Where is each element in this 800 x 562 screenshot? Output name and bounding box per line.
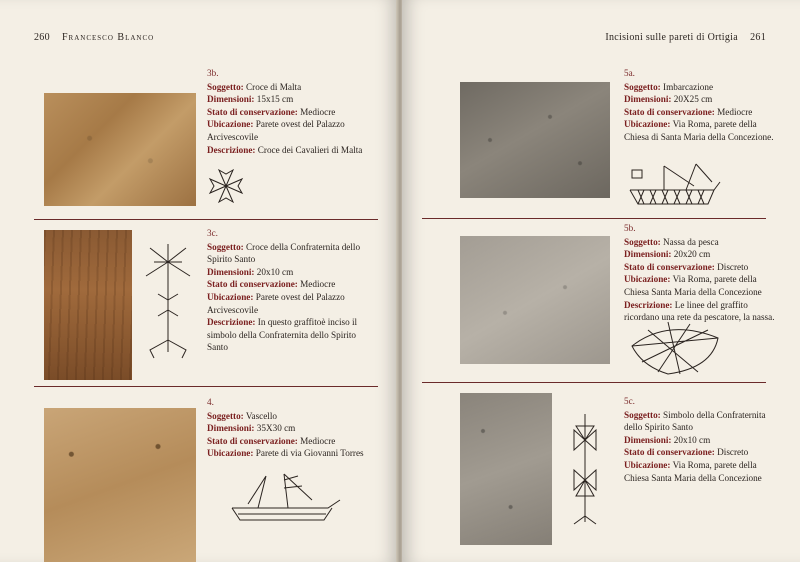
field-soggetto: Soggetto: Simbolo della Confraternita dello Spirito Santo [624,409,766,433]
maltese-cross-icon [208,166,244,206]
field-stato: Stato di conservazione: Discreto [624,261,749,272]
left-page [0,0,398,562]
field-stato: Stato di conservazione: Mediocre [624,106,753,117]
field-dimensioni: Dimensioni: 15x15 cm [207,94,294,105]
entry-number: 3c. [207,228,218,238]
photo-3c [44,230,132,380]
divider [422,218,766,219]
field-ubicazione: Ubicazione: Via Roma, parete della Chiesa Santa Maria della Concezione [624,459,762,483]
field-soggetto: Soggetto: Vascello [207,410,278,421]
photo-5b [460,236,610,364]
field-dimensioni: Dimensioni: 20x10 cm [624,434,711,445]
field-dimensioni: Dimensioni: 20x10 cm [207,266,294,277]
entry-5a [624,67,780,144]
divider [34,219,378,220]
photo-5a [460,82,610,198]
entry-number: 5a. [624,68,635,78]
field-ubicazione: Ubicazione: Via Roma, parete della Chiesa Santa Maria della Concezione [624,274,762,297]
sailing-ship-icon [228,470,348,528]
field-ubicazione: Ubicazione: Parete ovest del Palazzo Arcivescovile [207,119,345,142]
entry-number: 5b. [624,223,636,233]
field-dimensioni: Dimensioni: 20x20 cm [624,249,711,260]
entry-number: 4. [207,397,214,407]
field-descrizione: Descrizione: In questo graffitoè inciso il simbolo della Confraternita dello Spirito Santo [207,317,358,353]
field-soggetto: Soggetto: Croce di Malta [207,81,302,92]
running-head-right: Incisioni sulle pareti di Ortigia [605,32,738,43]
running-head-left: Francesco Blanco [62,32,155,43]
field-descrizione: Descrizione: Le linee del graffito ricordano una rete da pescatore, la nassa. [624,299,775,323]
divider [422,382,766,383]
entry-number: 5c. [624,396,635,406]
photo-3b [44,93,196,206]
field-stato: Stato di conservazione: Mediocre [207,279,336,290]
page-number-right: 261 [750,32,766,43]
entry-3c [207,227,367,354]
field-soggetto: Soggetto: Croce della Confraternita dello Spirito Santo [207,241,361,265]
entry-5b [624,222,780,324]
field-dimensioni: Dimensioni: 35X30 cm [207,423,296,434]
photo-4 [44,408,196,562]
confraternity-symbol-icon [560,410,610,528]
photo-5c [460,393,552,545]
boat-icon [624,160,724,208]
field-stato: Stato di conservazione: Mediocre [207,435,336,446]
field-stato: Stato di conservazione: Mediocre [207,106,336,117]
field-ubicazione: Ubicazione: Parete di via Giovanni Torres [207,448,364,459]
field-ubicazione: Ubicazione: Via Roma, parete della Chiesa di Santa Maria della Concezione. [624,119,774,142]
field-stato: Stato di conservazione: Discreto [624,447,749,458]
divider [34,386,378,387]
field-ubicazione: Ubicazione: Parete ovest del Palazzo Arcivescovile [207,291,345,315]
entry-5c [624,395,780,484]
confraternity-cross-icon [140,240,196,370]
entry-4 [207,396,367,460]
field-soggetto: Soggetto: Imbarcazione [624,81,714,92]
field-dimensioni: Dimensioni: 20X25 cm [624,94,713,105]
entry-3b [207,67,367,156]
field-soggetto: Soggetto: Nassa da pesca [624,236,719,247]
page-number-left: 260 [34,32,50,43]
fishing-trap-icon [628,316,724,378]
field-descrizione: Descrizione: Croce dei Cavalieri di Malta [207,144,363,155]
right-page [402,0,800,562]
entry-number: 3b. [207,68,219,78]
